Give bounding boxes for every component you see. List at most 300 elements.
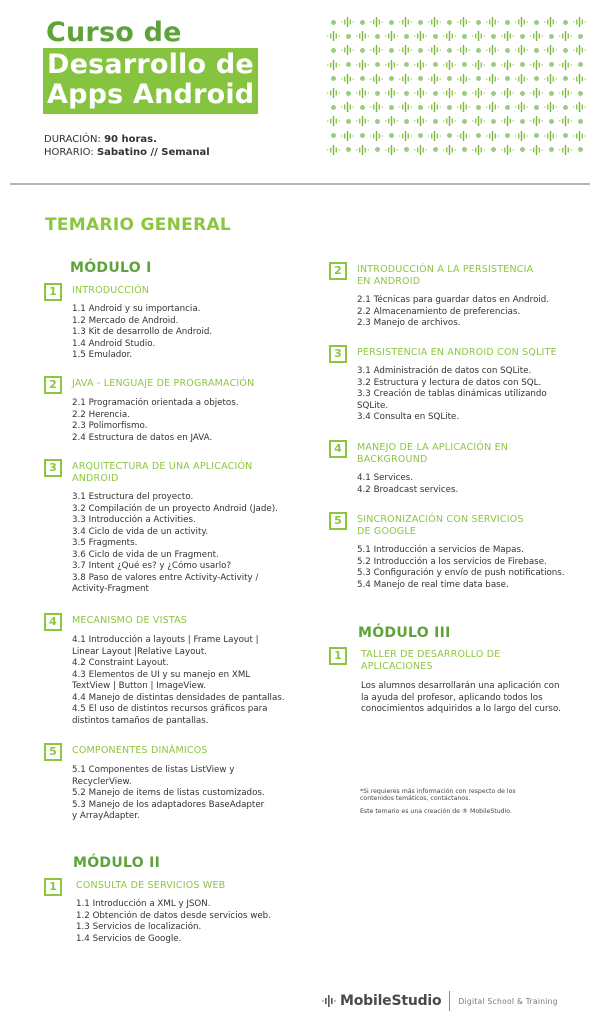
list-item: 1.3 Kit de desarrollo de Android. [72, 327, 213, 337]
pattern-dot [346, 91, 351, 96]
audio-wave-icon [559, 60, 572, 70]
pattern-dot [534, 20, 539, 25]
audio-wave-icon [356, 145, 369, 155]
audio-wave-icon [486, 102, 499, 112]
pattern-dot [433, 62, 438, 67]
contact-note [360, 788, 560, 802]
audio-wave-icon [327, 88, 340, 98]
pattern-dot [505, 20, 510, 25]
pattern-dot [578, 91, 583, 96]
section-items [357, 366, 547, 424]
audio-wave-icon [356, 31, 369, 41]
section-number-badge: 3 [329, 345, 347, 363]
audio-wave-icon [443, 88, 456, 98]
list-item: Linear Layout |Relative Layout. [72, 646, 208, 657]
audio-wave-icon [501, 60, 514, 70]
pattern-dot [462, 34, 467, 39]
audio-wave-icon [443, 60, 456, 70]
audio-wave-icon [486, 45, 499, 55]
pattern-dot [346, 62, 351, 67]
pattern-dot [563, 105, 568, 110]
section-title-line: INTRODUCCIÓN A LA PERSISTENCIA [357, 264, 534, 275]
section-title-line: APLICACIONES [361, 661, 433, 672]
audio-wave-icon [341, 17, 354, 27]
audio-wave-icon [544, 74, 557, 84]
audio-wave-icon [457, 17, 470, 27]
brand-name: MobileStudio [340, 993, 442, 1009]
pattern-dot [447, 133, 452, 138]
pattern-dot [360, 105, 365, 110]
pattern-dot [462, 91, 467, 96]
section-number-badge: 1 [44, 283, 62, 301]
audio-wave-icon [414, 116, 427, 126]
audio-wave-icon [530, 88, 543, 98]
module-1-title: MÓDULO I [70, 260, 152, 276]
pattern-dot [389, 133, 394, 138]
list-item: 5.2 Manejo de items de listas customizados. [72, 788, 265, 798]
audio-wave-icon [559, 88, 572, 98]
section-items [72, 492, 278, 596]
list-item: 2.1 Técnicas para guardar datos en Android. [357, 295, 550, 305]
list-item: 3.1 Administración de datos con SQLite. [357, 366, 532, 376]
section-items [72, 765, 265, 823]
section-items [72, 635, 285, 727]
audio-wave-icon [356, 88, 369, 98]
audio-wave-icon [515, 131, 528, 141]
audio-wave-icon [486, 131, 499, 141]
audio-wave-icon [501, 116, 514, 126]
list-item: 2.3 Polimorfismo. [72, 421, 148, 431]
pattern-dot [549, 119, 554, 124]
pattern-dot [447, 20, 452, 25]
audio-wave-icon [399, 102, 412, 112]
pattern-dot [331, 105, 336, 110]
pattern-dot [563, 20, 568, 25]
list-item: 4.3 Elementos de UI y su manejo en XML [72, 669, 251, 680]
pattern-dot [476, 76, 481, 81]
list-item: 1.5 Emulador. [72, 350, 133, 360]
list-item: 5.3 Configuración y envío de push notifications. [357, 568, 565, 578]
pattern-dot [462, 119, 467, 124]
audio-wave-icon [530, 31, 543, 41]
pattern-dot [549, 34, 554, 39]
pattern-dot [505, 48, 510, 53]
list-item: 4.2 Constraint Layout. [72, 658, 169, 668]
list-item: 3.2 Estructura y lectura de datos con SQL. [357, 377, 542, 388]
list-item: y ArrayAdapter. [72, 811, 140, 821]
list-item: 5.2 Introducción a los servicios de Firebase. [357, 556, 547, 567]
section-items [72, 398, 239, 444]
pattern-dot [331, 48, 336, 53]
list-item: 3.3 Introducción a Activities. [72, 515, 196, 525]
audio-wave-icon [573, 17, 586, 27]
audio-wave-icon [428, 45, 441, 55]
pattern-dot [375, 34, 380, 39]
audio-wave-icon [573, 45, 586, 55]
audio-wave-icon [515, 102, 528, 112]
list-item: 2.3 Manejo de archivos. [357, 318, 461, 328]
audio-wave-icon [327, 31, 340, 41]
section-title: PERSISTENCIA EN ANDROID CON SQLITE [357, 347, 557, 358]
section-title [357, 264, 533, 288]
audio-wave-icon [370, 102, 383, 112]
pattern-dot [360, 20, 365, 25]
title-line-1: Curso de [46, 17, 182, 48]
list-item: 5.4 Manejo de real time data base. [357, 579, 509, 590]
pattern-dot [389, 105, 394, 110]
pattern-dot [418, 76, 423, 81]
audio-wave-icon [457, 74, 470, 84]
audio-wave-icon [385, 31, 398, 41]
pattern-dot [520, 62, 525, 67]
pattern-dot [404, 147, 409, 152]
list-item: TextView | Button | ImageView. [72, 681, 206, 691]
audio-wave-icon [515, 74, 528, 84]
section-description [361, 681, 561, 716]
list-item: 3.3 Creación de tablas dinámicas utilizando [357, 389, 547, 399]
pattern-dot [375, 62, 380, 67]
list-item: SQLite. [357, 400, 389, 411]
pattern-dot [404, 91, 409, 96]
pattern-dot [433, 147, 438, 152]
header-divider [10, 183, 590, 185]
pattern-dot [447, 48, 452, 53]
pattern-dot [549, 147, 554, 152]
audio-wave-icon [457, 102, 470, 112]
section-title-line: EN ANDROID [357, 276, 421, 287]
section-title-line: SINCRONIZACIÓN CON SERVICIOS [357, 514, 524, 525]
pattern-dot [433, 34, 438, 39]
pattern-dot [491, 119, 496, 124]
section-items [357, 473, 458, 496]
pattern-dot [534, 76, 539, 81]
list-item: 4.1 Services. [357, 473, 413, 483]
pattern-dot [578, 147, 583, 152]
list-item: 1.2 Obtención de datos desde servicios web. [76, 910, 271, 921]
decorative-wave-pattern [326, 15, 578, 157]
footer-separator [449, 991, 450, 1011]
list-item: 1.3 Servicios de localización. [76, 922, 202, 932]
audio-wave-icon [573, 102, 586, 112]
list-item: 1.4 Servicios de Google. [76, 933, 182, 944]
pattern-dot [549, 62, 554, 67]
audio-wave-icon [457, 45, 470, 55]
pattern-dot [418, 133, 423, 138]
pattern-dot [375, 119, 380, 124]
pattern-dot [462, 147, 467, 152]
list-item: 3.7 Intent ¿Qué es? y ¿Cómo usarlo? [72, 561, 232, 571]
audio-wave-icon [370, 17, 383, 27]
audio-wave-icon [327, 60, 340, 70]
list-item: 3.5 Fragments. [72, 538, 138, 548]
list-item: 1.4 Android Studio. [72, 338, 156, 349]
audio-wave-icon [341, 102, 354, 112]
pattern-dot [476, 48, 481, 53]
pattern-dot [520, 91, 525, 96]
audio-wave-icon [486, 17, 499, 27]
footer-brand [322, 991, 558, 1011]
pattern-dot [418, 105, 423, 110]
pattern-dot [491, 147, 496, 152]
section-title [361, 649, 500, 673]
audio-wave-icon [428, 74, 441, 84]
section-title-line: BACKGROUND [357, 454, 428, 465]
section-title [357, 514, 524, 538]
list-item: 2.1 Programación orientada a objetos. [72, 398, 239, 408]
audio-wave-icon [486, 74, 499, 84]
audio-wave-icon [472, 88, 485, 98]
audio-wave-icon [443, 31, 456, 41]
audio-wave-icon [472, 31, 485, 41]
audio-wave-icon [399, 131, 412, 141]
list-item: 4.5 El uso de distintos recursos gráficos para [72, 704, 268, 714]
pattern-dot [534, 133, 539, 138]
list-item: 1.2 Mercado de Android. [72, 315, 179, 326]
pattern-dot [346, 119, 351, 124]
section-title: JAVA - LENGUAJE DE PROGRAMACIÓN [72, 378, 255, 389]
section-number-badge: 5 [329, 512, 347, 530]
audio-wave-icon [530, 116, 543, 126]
duration-label: DURACIÓN: [44, 134, 101, 145]
audio-wave-icon [428, 131, 441, 141]
section-title-line: MANEJO DE LA APLICACIÓN EN [357, 442, 509, 453]
pattern-dot [331, 133, 336, 138]
list-item: 2.4 Estructura de datos en JAVA. [72, 432, 213, 443]
title-line-2: Desarrollo de [47, 49, 254, 80]
duration-row [44, 133, 210, 146]
pattern-dot [520, 147, 525, 152]
list-item: Activity-Fragment [72, 584, 149, 594]
title-line-3: Apps Android [47, 79, 255, 110]
brand-tagline: Digital School & Training [458, 996, 558, 1006]
pattern-dot [447, 76, 452, 81]
pattern-dot [476, 20, 481, 25]
section-title: MECANISMO DE VISTAS [72, 615, 188, 626]
list-item: 4.2 Broadcast services. [357, 484, 459, 495]
audio-wave-icon [457, 131, 470, 141]
section-title [72, 461, 252, 485]
pattern-dot [491, 62, 496, 67]
audio-wave-icon [472, 145, 485, 155]
audio-wave-icon [544, 17, 557, 27]
pattern-dot [346, 147, 351, 152]
section-title: COMPONENTES DINÁMICOS [72, 745, 208, 756]
list-item: 4.4 Manejo de distintas densidades de pantallas. [72, 692, 285, 703]
list-item: 2.2 Almacenamiento de preferencias. [357, 306, 521, 317]
list-item: RecyclerView. [72, 776, 132, 787]
pattern-dot [462, 62, 467, 67]
list-item: 5.3 Manejo de los adaptadores BaseAdapter [72, 799, 265, 810]
section-items [72, 304, 212, 362]
pattern-dot [360, 133, 365, 138]
pattern-dot [418, 48, 423, 53]
audio-wave-icon [559, 31, 572, 41]
list-item: 3.8 Paso de valores entre Activity-Activity / [72, 572, 259, 583]
pattern-dot [491, 91, 496, 96]
audio-wave-icon [356, 60, 369, 70]
pattern-dot [447, 105, 452, 110]
pattern-dot [389, 48, 394, 53]
section-title-line: ANDROID [72, 473, 119, 484]
audio-wave-icon [428, 17, 441, 27]
pattern-dot [476, 105, 481, 110]
audio-wave-icon [399, 17, 412, 27]
pattern-dot [491, 34, 496, 39]
section-items [357, 295, 549, 330]
section-number-badge: 1 [44, 878, 62, 896]
list-item: 3.4 Ciclo de vida de un activity. [72, 526, 209, 537]
audio-wave-icon [322, 995, 336, 1007]
audio-wave-icon [443, 145, 456, 155]
audio-wave-icon [573, 74, 586, 84]
audio-wave-icon [573, 131, 586, 141]
section-title-line: DE GOOGLE [357, 526, 417, 537]
pattern-dot [360, 48, 365, 53]
note-line: contenidos temáticos, contáctanos. [360, 795, 471, 802]
pattern-dot [505, 76, 510, 81]
section-title-line: TALLER DE DESARROLLO DE [361, 649, 501, 660]
pattern-dot [346, 34, 351, 39]
audio-wave-icon [544, 45, 557, 55]
section-number-badge: 1 [329, 647, 347, 665]
pattern-dot [418, 20, 423, 25]
audio-wave-icon [341, 131, 354, 141]
audio-wave-icon [501, 31, 514, 41]
section-number-badge: 4 [44, 613, 62, 631]
audio-wave-icon [414, 88, 427, 98]
pattern-dot [331, 76, 336, 81]
pattern-dot [578, 62, 583, 67]
list-item: distintos tamaños de pantallas. [72, 715, 209, 726]
section-number-badge: 5 [44, 743, 62, 761]
audio-wave-icon [385, 88, 398, 98]
pattern-dot [520, 34, 525, 39]
audio-wave-icon [515, 45, 528, 55]
list-item: 3.1 Estructura del proyecto. [72, 492, 194, 502]
pattern-dot [534, 48, 539, 53]
audio-wave-icon [544, 131, 557, 141]
audio-wave-icon [414, 31, 427, 41]
pattern-dot [563, 133, 568, 138]
credit-note: Este temario es una creación de ® MobileStudio. [360, 808, 512, 815]
pattern-dot [375, 91, 380, 96]
course-title [43, 18, 258, 114]
list-item: 2.2 Herencia. [72, 409, 130, 420]
section-number-badge: 3 [44, 459, 62, 477]
audio-wave-icon [399, 74, 412, 84]
description-line: la ayuda del profesor, aplicando todos los [361, 692, 543, 703]
pattern-dot [433, 119, 438, 124]
pattern-dot [520, 119, 525, 124]
section-title: CONSULTA DE SERVICIOS WEB [76, 880, 226, 891]
audio-wave-icon [501, 88, 514, 98]
pattern-dot [476, 133, 481, 138]
pattern-dot [389, 76, 394, 81]
audio-wave-icon [472, 60, 485, 70]
audio-wave-icon [443, 116, 456, 126]
pattern-dot [578, 119, 583, 124]
audio-wave-icon [356, 116, 369, 126]
pattern-dot [505, 133, 510, 138]
title-highlight-box [43, 48, 258, 114]
audio-wave-icon [385, 60, 398, 70]
list-item: 1.1 Android y su importancia. [72, 304, 201, 314]
list-item: 1.1 Introducción a XML y JSON. [76, 899, 211, 909]
audio-wave-icon [370, 131, 383, 141]
audio-wave-icon [472, 116, 485, 126]
audio-wave-icon [327, 145, 340, 155]
list-item: 3.4 Consulta en SQLite. [357, 412, 460, 422]
pattern-dot [331, 20, 336, 25]
audio-wave-icon [341, 45, 354, 55]
description-line: conocimientos adquiridos a lo largo del curso. [361, 704, 561, 714]
pattern-dot [404, 119, 409, 124]
section-number-badge: 2 [329, 262, 347, 280]
audio-wave-icon [559, 116, 572, 126]
module-3-title: MÓDULO III [358, 625, 451, 641]
audio-wave-icon [399, 45, 412, 55]
duration-value: 90 horas. [104, 134, 157, 145]
audio-wave-icon [544, 102, 557, 112]
pattern-dot [433, 91, 438, 96]
pattern-dot [375, 147, 380, 152]
section-number-badge: 4 [329, 440, 347, 458]
audio-wave-icon [385, 116, 398, 126]
audio-wave-icon [341, 74, 354, 84]
pattern-dot [360, 76, 365, 81]
audio-wave-icon [385, 145, 398, 155]
audio-wave-icon [414, 60, 427, 70]
audio-wave-icon [559, 145, 572, 155]
audio-wave-icon [414, 145, 427, 155]
schedule-value: Sabatino // Semanal [96, 147, 210, 158]
pattern-dot [549, 91, 554, 96]
pattern-dot [578, 34, 583, 39]
section-number-badge: 2 [44, 376, 62, 394]
pattern-dot [563, 48, 568, 53]
section-items [76, 899, 271, 945]
audio-wave-icon [370, 74, 383, 84]
pattern-dot [404, 62, 409, 67]
audio-wave-icon [370, 45, 383, 55]
description-line: Los alumnos desarrollarán una aplicación con [361, 681, 560, 691]
list-item: 3.6 Ciclo de vida de un Fragment. [72, 549, 219, 560]
course-meta [44, 133, 210, 159]
list-item: 5.1 Introducción a servicios de Mapas. [357, 545, 524, 555]
pattern-dot [563, 76, 568, 81]
schedule-label: HORARIO: [44, 147, 94, 158]
temario-heading: TEMARIO GENERAL [45, 215, 232, 235]
pattern-dot [534, 105, 539, 110]
list-item: 5.1 Componentes de listas ListView y [72, 765, 235, 775]
audio-wave-icon [327, 116, 340, 126]
audio-wave-icon [530, 60, 543, 70]
audio-wave-icon [428, 102, 441, 112]
section-items [357, 545, 565, 591]
audio-wave-icon [501, 145, 514, 155]
section-title-line: ARQUITECTURA DE UNA APLICACIÓN [72, 461, 253, 472]
module-2-title: MÓDULO II [73, 855, 161, 871]
audio-wave-icon [530, 145, 543, 155]
pattern-dot [505, 105, 510, 110]
pattern-dot [389, 20, 394, 25]
schedule-row [44, 146, 210, 159]
section-title [357, 442, 508, 466]
section-title: INTRODUCCIÓN [72, 285, 150, 296]
note-line: *Si requieres más información con respecto de los [360, 788, 516, 795]
list-item: 3.2 Compilación de un proyecto Android (Jade). [72, 503, 278, 514]
list-item: 4.1 Introducción a layouts | Frame Layout | [72, 635, 259, 645]
